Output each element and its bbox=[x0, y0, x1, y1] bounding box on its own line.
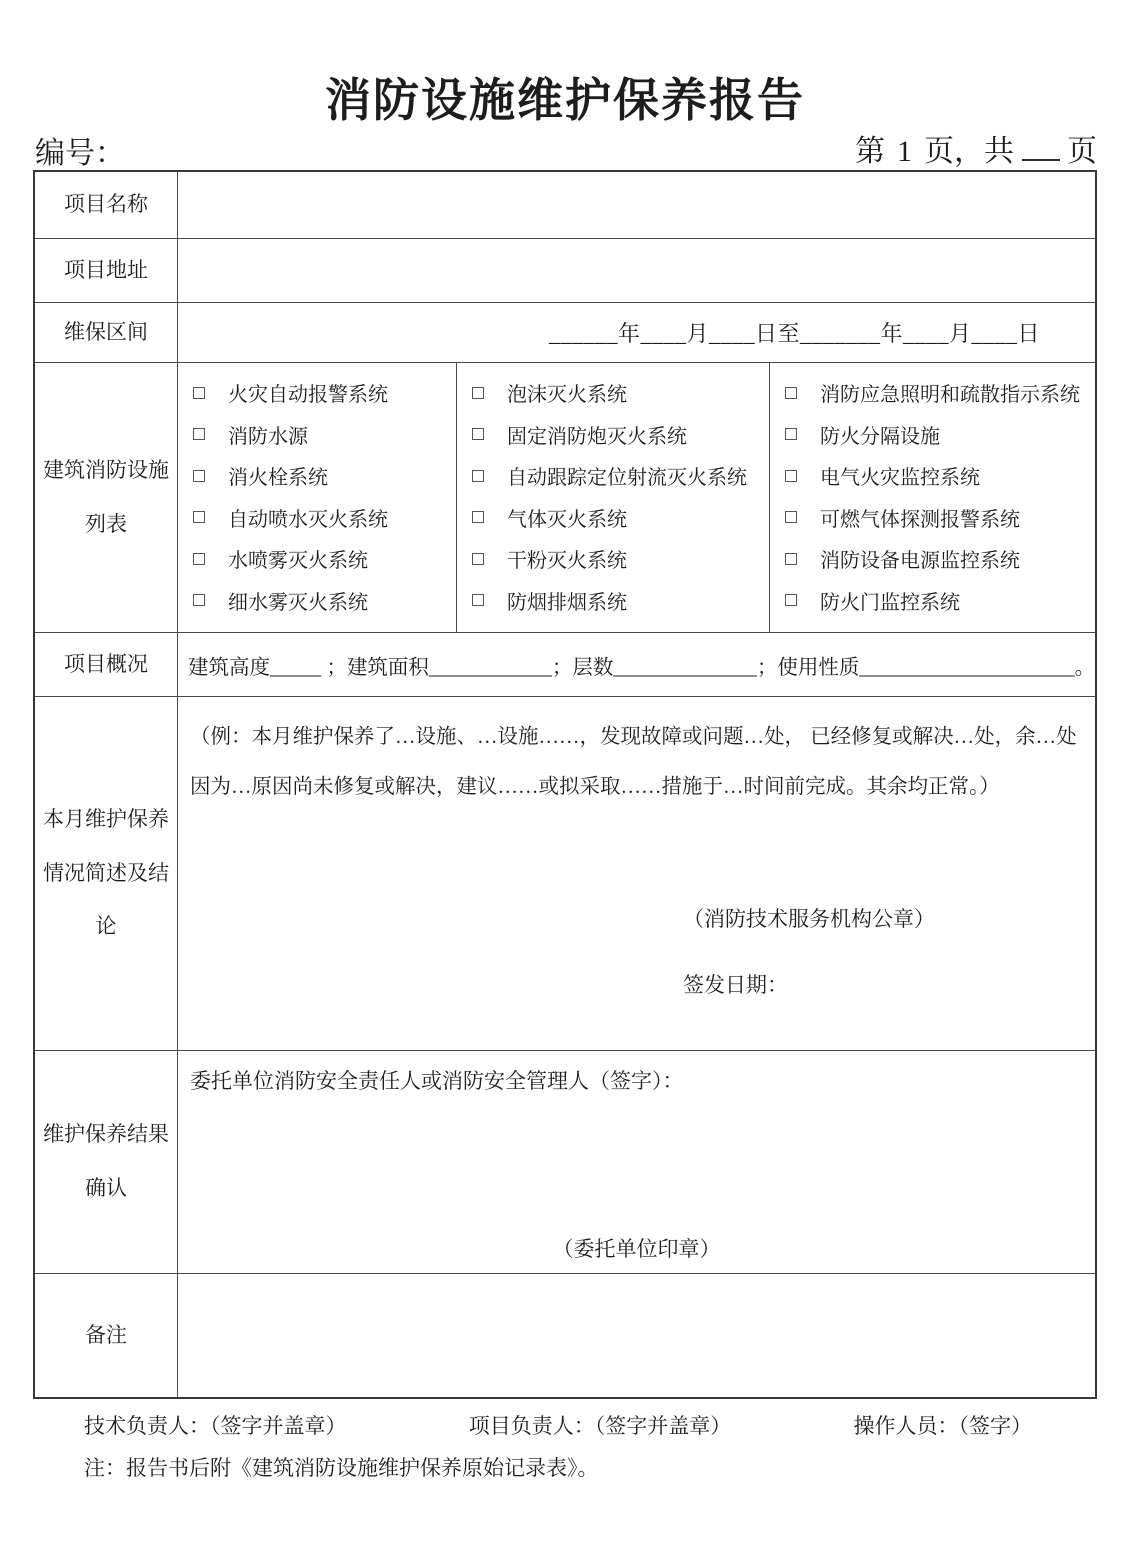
facility-option[interactable] bbox=[457, 503, 769, 532]
facility-label: 消防水源 bbox=[228, 425, 308, 448]
facility-option[interactable] bbox=[178, 544, 456, 573]
facility-option[interactable] bbox=[770, 378, 1095, 407]
page-title: 消防设施维护保养报告 bbox=[325, 75, 805, 126]
row-monthly-summary bbox=[35, 696, 1095, 1050]
row-result-confirmation bbox=[35, 1050, 1095, 1273]
checkbox-icon[interactable] bbox=[193, 387, 205, 399]
facility-label: 固定消防炮灭火系统 bbox=[507, 425, 687, 448]
technical-lead-signature-label: 技术负责人：（签字并盖章） bbox=[84, 1414, 347, 1438]
checkbox-icon[interactable] bbox=[472, 594, 484, 606]
maintenance-period-field[interactable]: ______年____月____日至_______年____月____日 bbox=[548, 321, 1040, 346]
result-confirmation-label-line: 维护保养结果 bbox=[43, 1122, 169, 1147]
checkbox-icon[interactable] bbox=[785, 511, 797, 523]
facility-option[interactable] bbox=[770, 461, 1095, 490]
report-table bbox=[33, 170, 1097, 1399]
report-number-label: 编号： bbox=[35, 136, 125, 170]
checkbox-icon[interactable] bbox=[193, 511, 205, 523]
facilities-column-1 bbox=[178, 363, 457, 632]
facility-label: 防烟排烟系统 bbox=[507, 591, 627, 614]
facility-option[interactable] bbox=[770, 544, 1095, 573]
checkbox-icon[interactable] bbox=[472, 387, 484, 399]
project-name-label: 项目名称 bbox=[35, 172, 178, 238]
remarks-field[interactable] bbox=[178, 1274, 1095, 1397]
project-overview-label: 项目概况 bbox=[35, 633, 178, 696]
operator-signature-label: 操作人员：（签字） bbox=[853, 1414, 1032, 1438]
maintenance-period-label: 维保区间 bbox=[35, 303, 178, 362]
facility-label: 消火栓系统 bbox=[228, 467, 328, 490]
facilities-label bbox=[35, 363, 178, 632]
row-project-address bbox=[35, 238, 1095, 302]
page-suffix: 页 bbox=[1067, 135, 1097, 168]
result-confirmation-label bbox=[35, 1051, 178, 1273]
facility-label: 气体灭火系统 bbox=[507, 508, 627, 531]
row-facilities-list bbox=[35, 362, 1095, 632]
facility-label: 泡沫灭火系统 bbox=[507, 384, 627, 406]
page-prefix: 第 bbox=[855, 135, 885, 168]
facility-label: 可燃气体探测报警系统 bbox=[820, 508, 1020, 531]
row-maintenance-period bbox=[35, 302, 1095, 362]
facility-label: 防火门监控系统 bbox=[820, 591, 960, 614]
page-indicator bbox=[855, 126, 1097, 172]
signer-label: 委托单位消防安全责任人或消防安全管理人（签字）： bbox=[190, 1069, 684, 1093]
facility-option[interactable] bbox=[178, 586, 456, 615]
monthly-summary-label-line: 本月维护保养 bbox=[43, 807, 169, 832]
monthly-summary-label bbox=[35, 697, 178, 1050]
result-confirmation-label-line: 确认 bbox=[85, 1176, 127, 1200]
facility-option[interactable] bbox=[770, 503, 1095, 532]
facilities-column-3 bbox=[770, 363, 1095, 632]
monthly-summary-label-line: 论 bbox=[95, 914, 117, 939]
project-address-field[interactable] bbox=[178, 239, 1095, 302]
facility-option[interactable] bbox=[178, 420, 456, 449]
checkbox-icon[interactable] bbox=[472, 470, 484, 482]
facility-label: 消防应急照明和疏散指示系统 bbox=[820, 384, 1080, 406]
facility-option[interactable] bbox=[178, 378, 456, 407]
result-confirmation-field[interactable] bbox=[178, 1051, 1095, 1273]
facilities-column-2 bbox=[457, 363, 770, 632]
current-page-number: 1 bbox=[893, 135, 917, 172]
facility-label: 水喷雾灭火系统 bbox=[228, 550, 368, 573]
facility-option[interactable] bbox=[178, 503, 456, 532]
project-name-field[interactable] bbox=[178, 172, 1095, 238]
checkbox-icon[interactable] bbox=[785, 594, 797, 606]
facility-label: 自动跟踪定位射流灭火系统 bbox=[507, 467, 747, 490]
org-stamp-note: （消防技术服务机构公章） bbox=[683, 907, 935, 931]
facilities-checklist bbox=[178, 363, 1095, 632]
row-remarks bbox=[35, 1273, 1095, 1397]
signature-footer bbox=[84, 1410, 1032, 1440]
facility-option[interactable] bbox=[770, 586, 1095, 615]
facility-label: 防火分隔设施 bbox=[820, 425, 940, 448]
facility-option[interactable] bbox=[457, 461, 769, 490]
summary-example-text: （例：本月维护保养了…设施、…设施……，发现故障或问题…处， 已经修复或解决…处，余…处 因为…原因尚未修复或解决，建议……或拟采取……措施于…时间前完成。其余均正常。） bbox=[190, 726, 1077, 798]
checkbox-icon[interactable] bbox=[193, 553, 205, 565]
project-overview-field[interactable]: 建筑高度_____ ；建筑面积____________；层数______________；使用性质_____________________。 bbox=[188, 656, 1096, 679]
checkbox-icon[interactable] bbox=[472, 511, 484, 523]
remarks-label: 备注 bbox=[35, 1274, 178, 1397]
attachment-note: 注：报告书后附《建筑消防设施维护保养原始记录表》。 bbox=[84, 1456, 599, 1480]
checkbox-icon[interactable] bbox=[785, 387, 797, 399]
header-line bbox=[35, 126, 1097, 172]
facilities-label-line: 建筑消防设施 bbox=[43, 457, 169, 482]
project-address-label: 项目地址 bbox=[35, 239, 178, 302]
checkbox-icon[interactable] bbox=[472, 553, 484, 565]
facility-label: 细水雾灭火系统 bbox=[228, 591, 368, 614]
checkbox-icon[interactable] bbox=[193, 470, 205, 482]
row-project-name bbox=[35, 172, 1095, 238]
facility-label: 干粉灭火系统 bbox=[507, 550, 627, 573]
facility-option[interactable] bbox=[457, 544, 769, 573]
page-mid: 页，共 bbox=[924, 135, 1014, 168]
facility-option[interactable] bbox=[457, 420, 769, 449]
facilities-label-line: 列表 bbox=[85, 511, 127, 536]
facility-label: 电气火灾监控系统 bbox=[820, 467, 980, 490]
checkbox-icon[interactable] bbox=[193, 594, 205, 606]
checkbox-icon[interactable] bbox=[785, 470, 797, 482]
facility-option[interactable] bbox=[770, 420, 1095, 449]
monthly-summary-label-line: 情况简述及结 bbox=[43, 860, 169, 885]
total-pages-blank[interactable] bbox=[1022, 159, 1060, 161]
checkbox-icon[interactable] bbox=[785, 428, 797, 440]
facility-label: 火灾自动报警系统 bbox=[228, 384, 388, 406]
client-stamp-note: （委托单位印章） bbox=[552, 1237, 721, 1261]
project-lead-signature-label: 项目负责人：（签字并盖章） bbox=[468, 1414, 732, 1438]
monthly-summary-field[interactable] bbox=[178, 697, 1095, 1050]
checkbox-icon[interactable] bbox=[785, 553, 797, 565]
facility-label: 自动喷水灭火系统 bbox=[228, 508, 388, 531]
row-project-overview bbox=[35, 632, 1095, 696]
facility-option[interactable] bbox=[178, 461, 456, 490]
checkbox-icon[interactable] bbox=[193, 428, 205, 440]
checkbox-icon[interactable] bbox=[472, 428, 484, 440]
facility-option[interactable] bbox=[457, 378, 769, 407]
facility-label: 消防设备电源监控系统 bbox=[820, 550, 1020, 573]
facility-option[interactable] bbox=[457, 586, 769, 615]
issue-date-label: 签发日期： bbox=[683, 973, 788, 997]
